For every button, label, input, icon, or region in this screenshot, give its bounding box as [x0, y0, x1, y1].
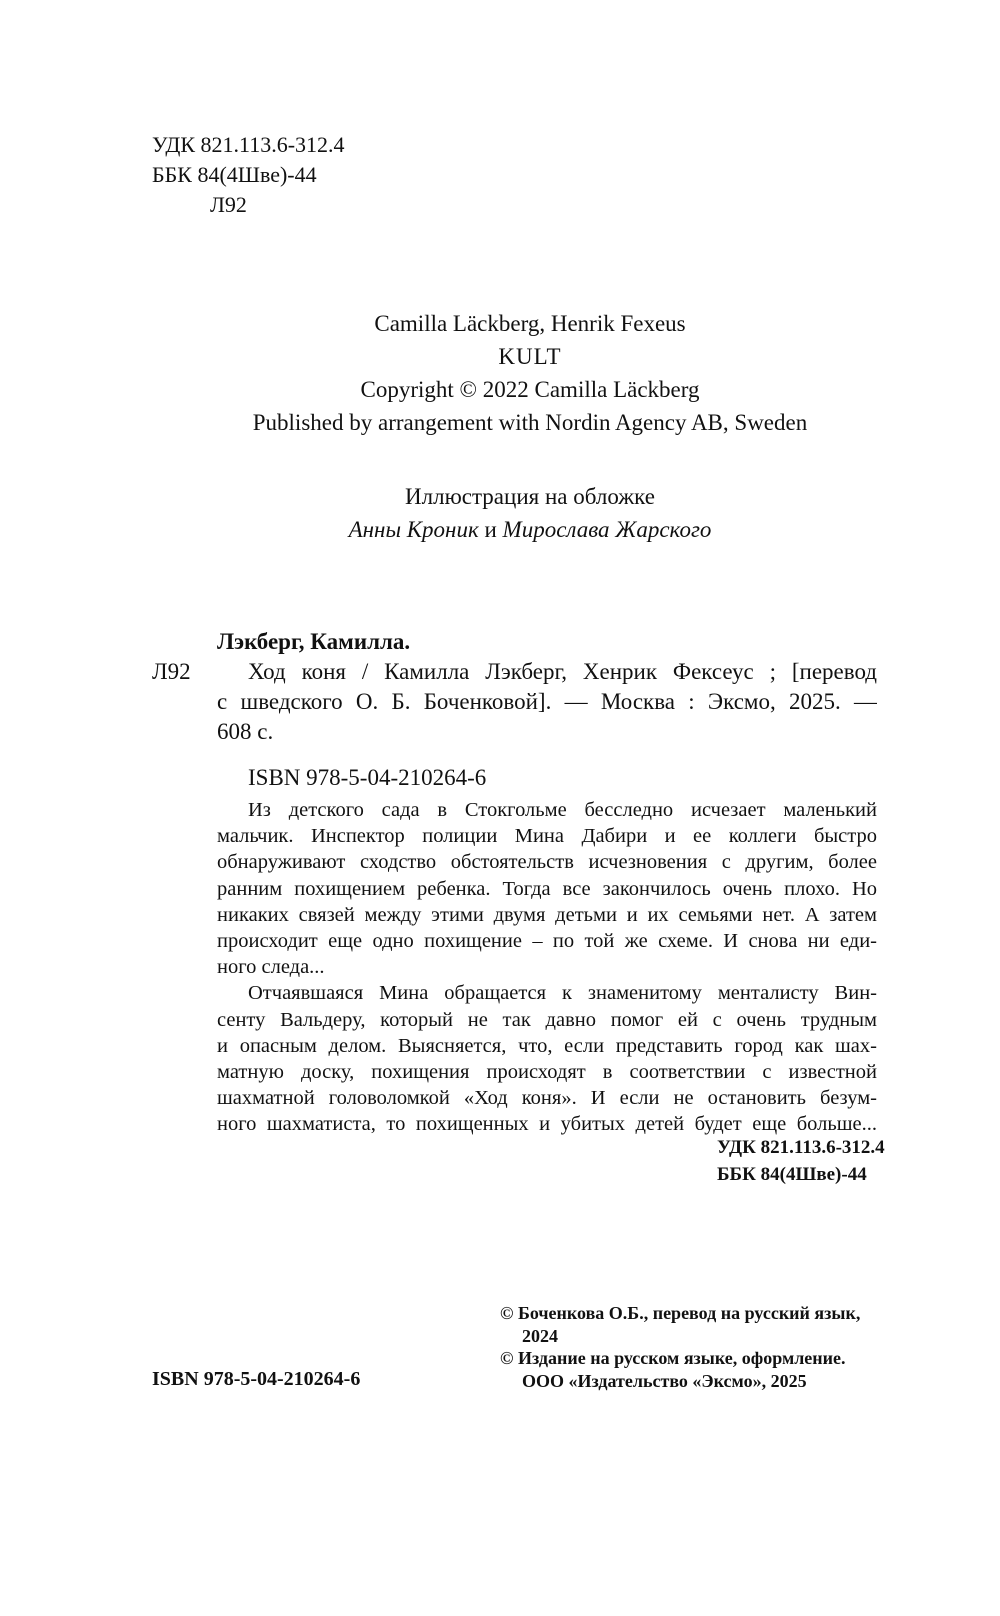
original-copyright: Copyright © 2022 Camilla Läckberg — [360, 377, 700, 402]
annotation-line: Отчаявшаяся Мина обращается к знаменитому менталисту Вин- — [248, 982, 877, 1005]
annotation-line: ранним похищением ребенка. Тогда все закончилось очень плохо. Но — [217, 877, 877, 900]
bottom-bbk-code: ББК 84(4Шве)-44 — [717, 1164, 867, 1185]
annotation-line: происходит еще одно похищение – по той же схеме. И снова ни еди- — [217, 929, 877, 952]
original-title: KULT — [498, 344, 562, 369]
copyright-translation-line-1: © Боченкова О.Б., перевод на русский язык, — [500, 1303, 861, 1323]
annotation-line: ного следа... — [217, 956, 325, 979]
original-edition-block — [0, 307, 1000, 439]
biblio-line-1: Ход коня / Камилла Лэкберг, Хенрик Фексеус ; [перевод — [248, 659, 877, 684]
illustration-label: Иллюстрация на обложке — [405, 484, 655, 509]
top-author-mark: Л92 — [210, 192, 247, 217]
illustration-artist-1: Анны Кроник — [348, 517, 479, 542]
annotation — [217, 797, 877, 1137]
annotation-line: сенту Вальдеру, который не так давно помог ей с очень трудным — [217, 1008, 877, 1031]
biblio-line-3: 608 с. — [217, 719, 274, 744]
illustration-conjunction: и — [484, 517, 497, 542]
biblio-author-heading: Лэкберг, Камилла. — [217, 629, 411, 654]
bibliographic-record — [217, 627, 877, 793]
bottom-codes — [717, 1134, 885, 1188]
biblio-line-2: с шведского О. Б. Боченковой]. — Москва : Эксмо, 2025. — — [217, 689, 877, 714]
annotation-line: обнаруживают сходство обстоятельств исчезновения с другим, более — [217, 851, 877, 874]
top-bbk-code: ББК 84(4Шве)-44 — [152, 162, 317, 187]
annotation-line: ного шахматиста, то похищенных и убитых детей будет еще больше... — [217, 1113, 877, 1136]
top-udk-code: УДК 821.113.6-312.4 — [152, 132, 345, 157]
annotation-line: и опасным делом. Выясняется, что, если представить город как шах- — [217, 1034, 877, 1057]
illustration-credit — [0, 480, 1000, 546]
annotation-line: шахматной головоломкой «Ход коня». И если не остановить безум- — [217, 1087, 877, 1110]
biblio-isbn: ISBN 978-5-04-210264-6 — [248, 765, 487, 790]
annotation-line: никаких связей между этими двумя детьми и их семьями нет. А затем — [217, 903, 877, 926]
illustration-artist-2: Мирослава Жарского — [502, 517, 712, 542]
annotation-line: матную доску, похищения происходят в соответствии с известной — [217, 1060, 877, 1083]
publication-arrangement: Published by arrangement with Nordin Agency AB, Sweden — [252, 410, 808, 435]
original-authors: Camilla Läckberg, Henrik Fexeus — [374, 311, 686, 336]
annotation-line: мальчик. Инспектор полиции Мина Дабири и ее коллеги быстро — [217, 825, 877, 848]
footer-isbn: ISBN 978-5-04-210264-6 — [152, 1368, 361, 1390]
copyright-edition-line-2: ООО «Издательство «Эксмо», 2025 — [522, 1370, 807, 1391]
footer-copyrights — [500, 1302, 900, 1392]
biblio-author-mark: Л92 — [152, 659, 191, 684]
bottom-udk-code: УДК 821.113.6-312.4 — [717, 1137, 885, 1158]
copyright-translation-line-2: 2024 — [522, 1325, 558, 1346]
illustration-artists — [0, 513, 1000, 546]
copyright-edition-line-1: © Издание на русском языке, оформление. — [500, 1348, 846, 1368]
annotation-line: Из детского сада в Стокгольме бесследно исчезает маленький — [248, 799, 877, 821]
